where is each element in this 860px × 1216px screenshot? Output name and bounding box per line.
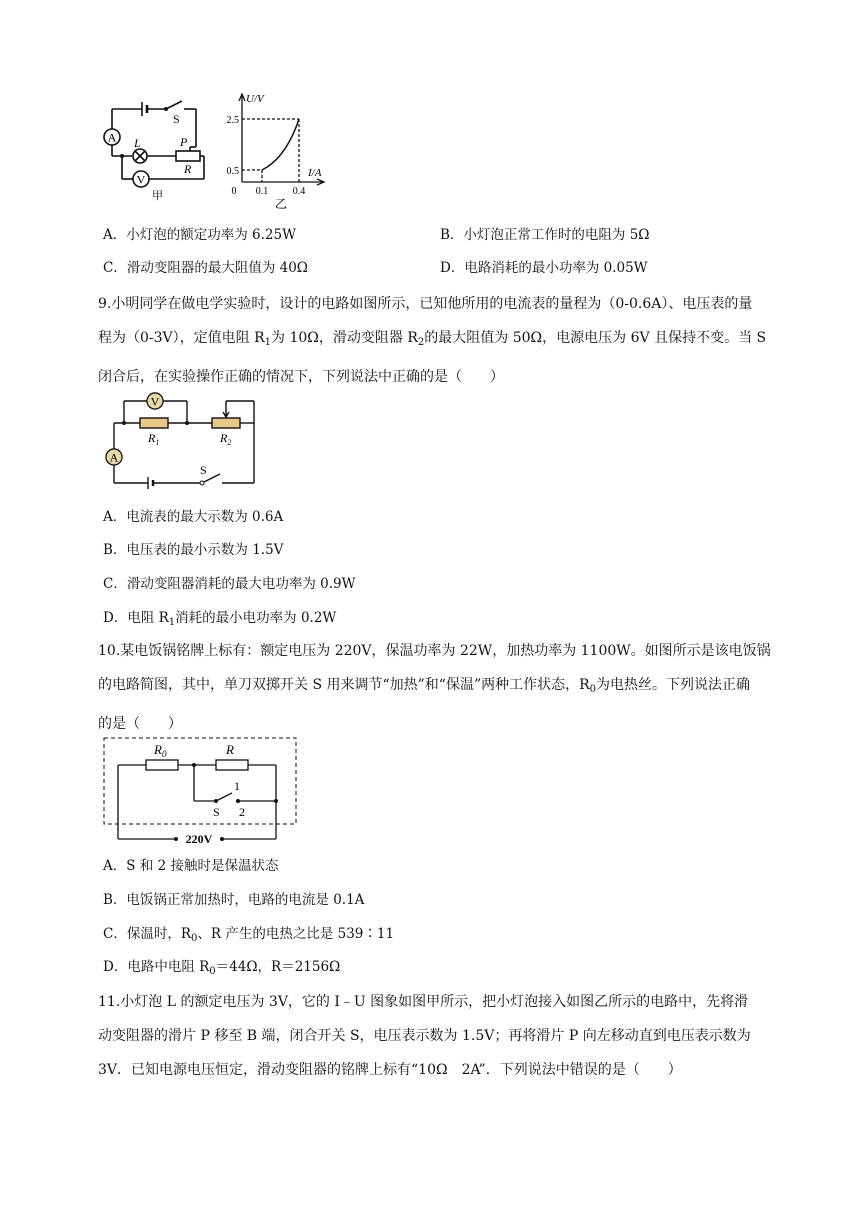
- q11-line: 3V．已知电源电压恒定，滑动变阻器的铭牌上标有“10Ω 2A”．下列说法中错误的是（ ）: [98, 1062, 682, 1078]
- circuit-figure-q9: [100, 385, 260, 495]
- graph-xtick: 0.1: [255, 186, 269, 197]
- resistor-r1-label: $R_1$: [148, 431, 160, 447]
- question-10-stem: [98, 634, 788, 741]
- terminal-2-label: 2: [239, 805, 245, 819]
- q10-line: 的是（ ）: [98, 716, 182, 732]
- graph-ytick: 2.5: [226, 115, 239, 126]
- slider-label: P: [180, 135, 188, 149]
- lamp-label: L: [134, 136, 141, 150]
- graph-xtick: 0.4: [292, 186, 306, 197]
- switch-label: S: [213, 805, 220, 819]
- graph-ytick: 0.5: [226, 166, 239, 177]
- figure-label-jia: 甲: [152, 190, 163, 202]
- q11-line: 动变阻器的滑片 P 移至 B 端，闭合开关 S，电压表示数为 1.5V；再将滑片 P 向左移动直到电压表示数为: [98, 1028, 751, 1044]
- q8-option-a: A．小灯泡的额定功率为 6.25W: [103, 227, 296, 243]
- supply-voltage-label: 220V: [185, 832, 213, 846]
- graph-xlabel: I/A: [308, 167, 322, 179]
- rheostat-r2-label: $R_2$: [220, 431, 232, 447]
- ammeter-label: A: [107, 130, 117, 145]
- q8-option-d: D．电路消耗的最小功率为 0.05W: [440, 260, 648, 276]
- q9-line: 9.小明同学在做电学实验时，设计的电路如图所示，已知他所用的电流表的量程为（0-0.6A）、电压表的量: [98, 296, 753, 312]
- q10-option-a: A．S 和 2 接触时是保温状态: [103, 858, 279, 874]
- q9-line: 闭合后，在实验操作正确的情况下，下列说法中正确的是（ ）: [98, 369, 504, 385]
- q9-option-b: B．电压表的最小示数为 1.5V: [103, 542, 284, 558]
- q9-option-c: C．滑动变阻器消耗的最大电功率为 0.9W: [103, 576, 356, 592]
- q9-line: 程为（0-3V），定值电阻 $R_1$为 10Ω，滑动变阻器 $R_2$的最大阻值为 50Ω，电源电压为 6V 且保持不变。当 S: [98, 330, 767, 348]
- terminal-1-label: 1: [234, 779, 240, 793]
- q10-line: 的电路简图，其中，单刀双掷开关 S 用来调节“加热”和“保温”两种工作状态，$R_0$为电热丝。下列说法正确: [98, 677, 751, 695]
- graph-ylabel: U/V: [246, 93, 264, 105]
- question-11-stem: [98, 985, 788, 1087]
- q9-option-d: D．电阻 $R_1$消耗的最小电功率为 0.2W: [103, 610, 337, 628]
- circuit-figure-jia: [100, 95, 215, 203]
- q10-line: 10.某电饭锅铭牌上标有：额定电压为 220V，保温功率为 22W，加热功率为 1100W。如图所示是该电饭锅: [98, 643, 771, 659]
- q8-option-c: C．滑动变阻器的最大阻值为 40Ω: [103, 260, 308, 276]
- graph-xtick: 0: [231, 186, 237, 197]
- q10-option-c: C．保温时，$R_0$、R 产生的电热之比是 539∶11: [103, 926, 395, 944]
- iu-graph-yi: [222, 90, 337, 210]
- q10-option-b: B．电饭锅正常加热时，电路的电流是 0.1A: [103, 892, 365, 908]
- q8-option-b: B．小灯泡正常工作时的电阻为 5Ω: [440, 227, 650, 243]
- q10-option-d: D．电路中电阻 $R_0=44\Omega$，R＝2156Ω: [103, 959, 341, 977]
- q9-option-a: A．电流表的最大示数为 0.6A: [103, 509, 284, 525]
- ammeter-label: A: [109, 450, 119, 465]
- resistor-r-label: R: [226, 742, 234, 757]
- switch-label: S: [173, 112, 180, 126]
- q11-line: 11.小灯泡 L 的额定电压为 3V，它的 I﹣U 图象如图甲所示，把小灯泡接入如图乙所示的电路中，先将滑: [98, 994, 749, 1010]
- circuit-figure-q10: [100, 735, 300, 853]
- voltmeter-label: V: [136, 172, 146, 187]
- resistor-r0-label: $R_0$: [154, 742, 167, 759]
- rheostat-label: R: [184, 162, 192, 176]
- voltmeter-label: V: [150, 394, 160, 409]
- switch-label: S: [200, 463, 207, 477]
- question-9-stem: [98, 287, 788, 394]
- figure-label-yi: 乙: [275, 197, 288, 210]
